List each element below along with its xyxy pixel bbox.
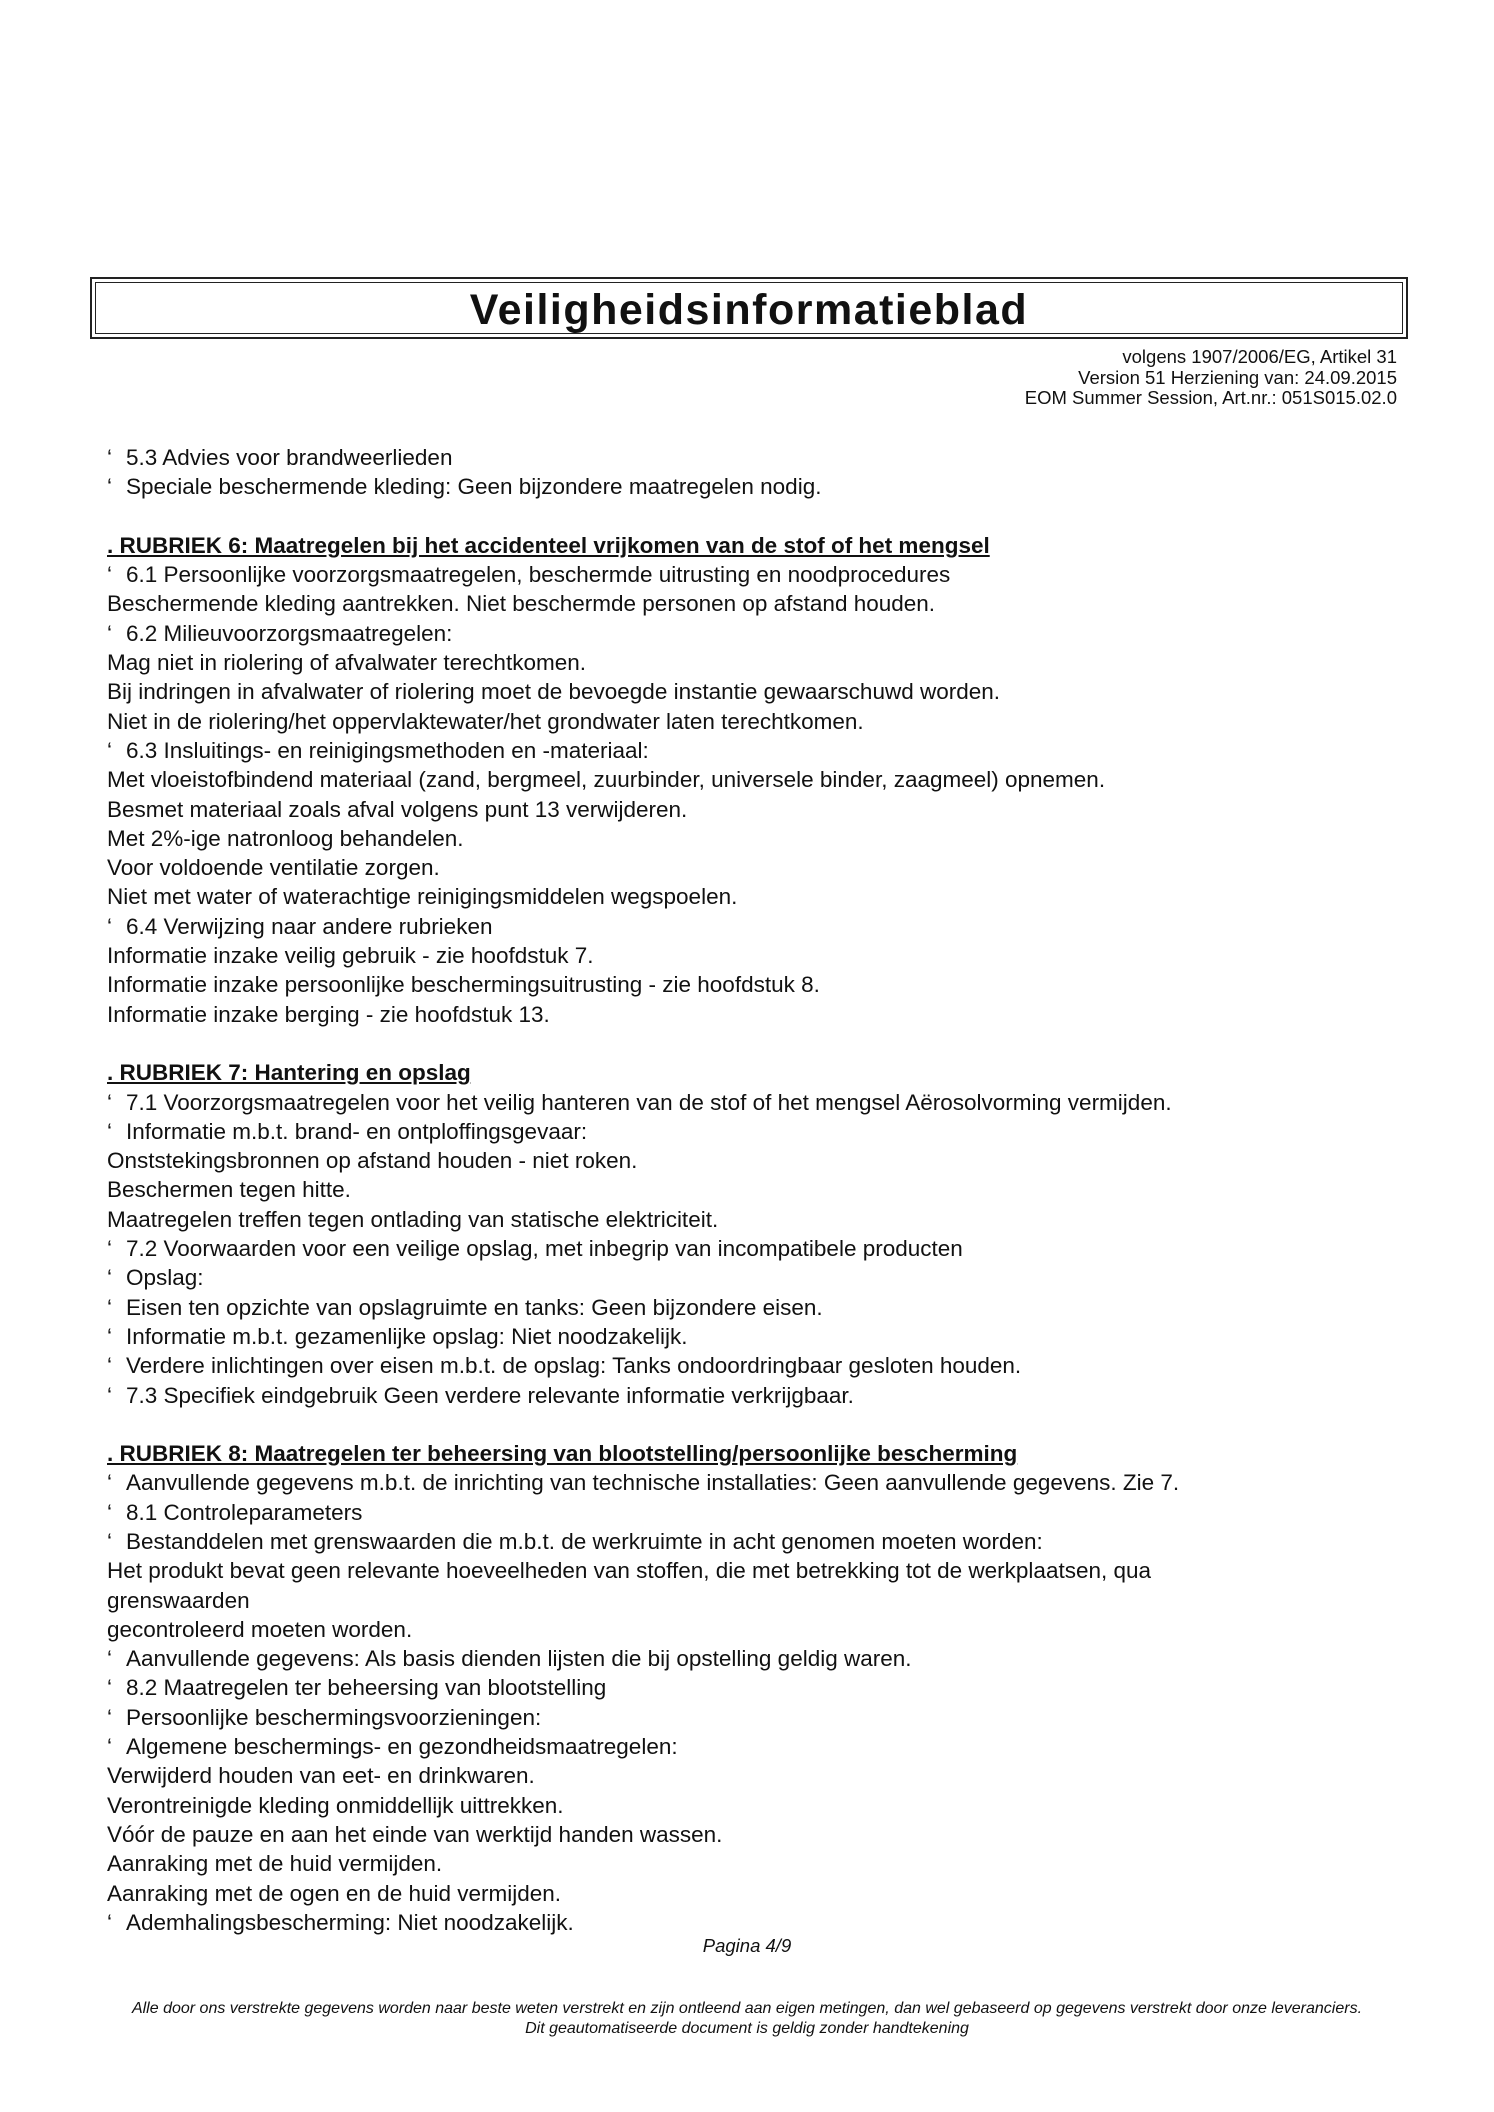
- line-text: 7.1 Voorzorgsmaatregelen voor het veilig hanteren van de stof of het mengsel Aërosolvorming vermijden.: [126, 1089, 1172, 1115]
- bullet-line: [107, 1498, 1337, 1527]
- line-text: Besmet materiaal zoals afval volgens punt 13 verwijderen.: [107, 796, 688, 822]
- line-text: Informatie m.b.t. brand- en ontploffingsgevaar:: [126, 1118, 588, 1144]
- line-text: 8.1 Controleparameters: [126, 1499, 363, 1525]
- bullet-line: [107, 1732, 1337, 1761]
- line-text: Verwijderd houden van eet- en drinkwaren.: [107, 1763, 535, 1789]
- footer-disclaimer-text: Alle door ons verstrekte gegevens worden naar beste weten verstrekt en zijn ontleend aan eigen metingen, dan wel gebaseerd op gegevens verstrekt door onze leveranciers.: [131, 2000, 1363, 2017]
- line-text: Aanraking met de ogen en de huid vermijden.: [107, 1880, 562, 1906]
- line-text: 8.2 Maatregelen ter beheersing van blootstelling: [126, 1675, 607, 1701]
- bullet-line: [107, 1234, 1337, 1263]
- line-text: Informatie inzake persoonlijke beschermingsuitrusting - zie hoofdstuk 8.: [107, 972, 820, 998]
- bullet-line: [107, 1351, 1337, 1380]
- text-line: [107, 941, 1337, 970]
- text-line: [107, 1849, 1337, 1878]
- line-text: Bij indringen in afvalwater of riolering moet de bevoegde instantie gewaarschuwd worden.: [107, 679, 1001, 705]
- line-text: Informatie inzake veilig gebruik - zie hoofdstuk 7.: [107, 943, 594, 969]
- section-heading: . RUBRIEK 7: Hantering en opslag: [107, 1060, 471, 1086]
- bullet-line: [107, 560, 1337, 589]
- bullet-line: [107, 1263, 1337, 1292]
- line-text: Algemene beschermings- en gezondheidsmaatregelen:: [126, 1734, 678, 1760]
- bullet-line: [107, 1293, 1337, 1322]
- product-line: EOM Summer Session, Art.nr.: 051S015.02.0: [1024, 387, 1397, 408]
- text-line: [107, 677, 1337, 706]
- line-text: 6.3 Insluitings- en reinigingsmethoden en -materiaal:: [126, 737, 649, 763]
- text-line: [107, 1146, 1337, 1175]
- line-text: Onststekingsbronnen op afstand houden - niet roken.: [107, 1148, 638, 1174]
- bullet-mark: ‘: [107, 445, 112, 470]
- section-spacer: [107, 1029, 1337, 1058]
- line-text: Met vloeistofbindend materiaal (zand, bergmeel, zuurbinder, universele binder, zaagmeel) opnemen.: [107, 767, 1106, 793]
- bullet-mark: ‘: [107, 562, 112, 588]
- bullet-mark: ‘: [107, 474, 112, 500]
- line-text: Voor voldoende ventilatie zorgen.: [107, 855, 440, 881]
- line-text: gecontroleerd moeten worden.: [107, 1616, 413, 1642]
- line-text: Bestanddelen met grenswaarden die m.b.t. de werkruimte in acht genomen moeten worden:: [126, 1528, 1043, 1554]
- bullet-mark: ‘: [107, 1294, 112, 1320]
- line-text: Aanraking met de huid vermijden.: [107, 1851, 443, 1877]
- bullet-line: [107, 472, 1337, 501]
- line-text: Verontreinigde kleding onmiddellijk uittrekken.: [107, 1792, 564, 1818]
- line-text: 7.3 Specifiek eindgebruik Geen verdere relevante informatie verkrijgbaar.: [126, 1382, 854, 1408]
- bullet-line: [107, 1703, 1337, 1732]
- bullet-mark: ‘: [107, 1499, 112, 1525]
- bullet-mark: ‘: [107, 913, 112, 939]
- line-text: Verdere inlichtingen over eisen m.b.t. de opslag: Tanks ondoordringbaar gesloten houden.: [126, 1353, 1022, 1379]
- line-text: Eisen ten opzichte van opslagruimte en tanks: Geen bijzondere eisen.: [126, 1294, 823, 1320]
- bullet-mark: ‘: [107, 1470, 112, 1496]
- text-line: [107, 1761, 1337, 1790]
- line-text: Persoonlijke beschermingsvoorzieningen:: [126, 1704, 542, 1730]
- bullet-mark: ‘: [107, 1734, 112, 1760]
- bullet-line: [107, 736, 1337, 765]
- bullet-line: [107, 1468, 1337, 1497]
- text-line: [107, 589, 1337, 618]
- bullet-mark: ‘: [107, 1704, 112, 1730]
- bullet-line: [107, 1908, 1337, 1937]
- bullet-line: [107, 1644, 1337, 1673]
- document-body: [107, 443, 1337, 1937]
- text-line: [107, 882, 1337, 911]
- text-line: [107, 1615, 1337, 1644]
- version-line: Version 51 Herziening van: 24.09.2015: [1078, 366, 1397, 388]
- line-text: Informatie inzake berging - zie hoofdstuk 13.: [107, 1001, 550, 1027]
- footer-disclaimer: [110, 1999, 1384, 2039]
- text-line: [107, 1820, 1337, 1849]
- page-number: Pagina 4/9: [702, 1935, 792, 1956]
- document-meta: [1025, 347, 1397, 409]
- line-text: Beschermende kleding aantrekken. Niet beschermde personen op afstand houden.: [107, 591, 936, 617]
- text-line: [107, 970, 1337, 999]
- text-line: [107, 1791, 1337, 1820]
- line-text: Aanvullende gegevens: Als basis dienden lijsten die bij opstelling geldig waren.: [126, 1646, 912, 1672]
- bullet-line: [107, 912, 1337, 941]
- text-line: [107, 853, 1337, 882]
- bullet-mark: ‘: [107, 1089, 112, 1115]
- regulation-line: volgens 1907/2006/EG, Artikel 31: [1122, 346, 1397, 367]
- line-text: Ademhalingsbescherming: Niet noodzakelijk.: [126, 1909, 574, 1935]
- bullet-mark: ‘: [107, 1323, 112, 1349]
- line-text: Vóór de pauze en aan het einde van werktijd handen wassen.: [107, 1821, 723, 1847]
- line-text: grenswaarden: [107, 1587, 250, 1613]
- section-spacer: [107, 502, 1337, 531]
- bullet-line: [107, 1088, 1337, 1117]
- bullet-mark: ‘: [107, 1909, 112, 1935]
- section-spacer: [107, 1410, 1337, 1439]
- bullet-line: [107, 1527, 1337, 1556]
- text-line: [107, 1000, 1337, 1029]
- bullet-line: [107, 619, 1337, 648]
- line-text: Opslag:: [126, 1265, 204, 1291]
- line-text: 6.2 Milieuvoorzorgsmaatregelen:: [126, 620, 453, 646]
- line-text: 6.4 Verwijzing naar andere rubrieken: [126, 913, 493, 939]
- section-heading: . RUBRIEK 6: Maatregelen bij het accidenteel vrijkomen van de stof of het mengsel: [107, 532, 990, 558]
- bullet-line: [107, 1381, 1337, 1410]
- line-text: Speciale beschermende kleding: Geen bijzondere maatregelen nodig.: [126, 474, 822, 500]
- text-line: [107, 765, 1337, 794]
- line-text: Maatregelen treffen tegen ontlading van statische elektriciteit.: [107, 1206, 719, 1232]
- text-line: [107, 1205, 1337, 1234]
- line-text: Het produkt bevat geen relevante hoeveelheden van stoffen, die met betrekking tot de werkplaatsen, qua: [107, 1558, 1152, 1584]
- text-line: [107, 707, 1337, 736]
- bullet-mark: ‘: [107, 1118, 112, 1144]
- text-line: [107, 1175, 1337, 1204]
- line-text: 5.3 Advies voor brandweerlieden: [126, 445, 453, 470]
- bullet-line: [107, 1322, 1337, 1351]
- line-text: Mag niet in riolering of afvalwater terechtkomen.: [107, 650, 586, 676]
- line-text: Niet in de riolering/het oppervlaktewater/het grondwater laten terechtkomen.: [107, 708, 864, 734]
- bullet-line: [107, 1673, 1337, 1702]
- line-text: Informatie m.b.t. gezamenlijke opslag: Niet noodzakelijk.: [126, 1323, 688, 1349]
- text-line: [107, 1556, 1337, 1585]
- text-line: [107, 795, 1337, 824]
- text-line: [107, 648, 1337, 677]
- bullet-mark: ‘: [107, 1646, 112, 1672]
- bullet-mark: ‘: [107, 1675, 112, 1701]
- text-line: [107, 1879, 1337, 1908]
- line-text: Aanvullende gegevens m.b.t. de inrichting van technische installaties: Geen aanvullende gegevens. Zie 7.: [126, 1470, 1180, 1496]
- bullet-mark: ‘: [107, 1236, 112, 1262]
- footer-signature-note: Dit geautomatiseerde document is geldig zonder handtekening: [525, 2020, 969, 2037]
- bullet-mark: ‘: [107, 1382, 112, 1408]
- bullet-mark: ‘: [107, 620, 112, 646]
- bullet-mark: ‘: [107, 1528, 112, 1554]
- bullet-mark: ‘: [107, 1265, 112, 1291]
- line-text: 6.1 Persoonlijke voorzorgsmaatregelen, beschermde uitrusting en noodprocedures: [126, 562, 951, 588]
- line-text: 7.2 Voorwaarden voor een veilige opslag, met inbegrip van incompatibele producten: [126, 1236, 963, 1262]
- bullet-line: [107, 1117, 1337, 1146]
- text-line: [107, 1586, 1337, 1615]
- bullet-line: [107, 443, 1337, 472]
- section-heading: . RUBRIEK 8: Maatregelen ter beheersing van blootstelling/persoonlijke bescherming: [107, 1441, 1018, 1467]
- line-text: Beschermen tegen hitte.: [107, 1177, 351, 1203]
- page-title: Veiligheidsinformatieblad: [469, 286, 1029, 334]
- line-text: Niet met water of waterachtige reinigingsmiddelen wegspoelen.: [107, 884, 738, 910]
- bullet-mark: ‘: [107, 1353, 112, 1379]
- text-line: [107, 824, 1337, 853]
- bullet-mark: ‘: [107, 737, 112, 763]
- title-box: [90, 277, 1408, 339]
- line-text: Met 2%-ige natronloog behandelen.: [107, 825, 464, 851]
